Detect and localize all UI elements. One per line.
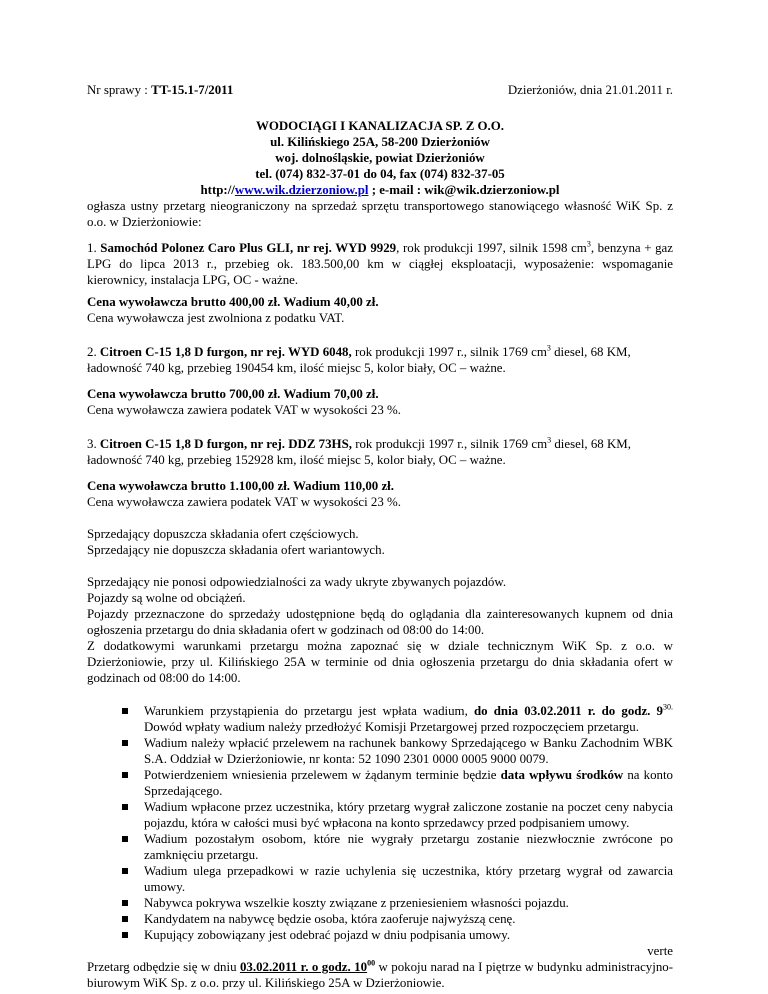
condition-item: Kandydatem na nabywcę będzie osoba, która zaoferuje najwyższą cenę. — [122, 911, 673, 927]
company-address: ul. Kilińskiego 25A, 58-200 Dzierżoniów — [270, 135, 490, 149]
website-link[interactable]: www.wik.dzierzoniow.pl — [234, 183, 369, 197]
condition-item: Potwierdzeniem wniesienia przelewem w żądanym terminie będzie data wpływu środków na konto Sprzedającego. — [122, 767, 673, 799]
company-header — [87, 118, 673, 198]
square-bullet-icon — [122, 740, 128, 746]
square-bullet-icon — [122, 708, 128, 714]
info-encumbrance: Pojazdy są wolne od obciążeń. — [87, 591, 246, 605]
vehicle-1-description: 1. Samochód Polonez Caro Plus GLI, nr rej. WYD 9929, rok produkcji 1997, silnik 1598 $cm^3$, benzyna + gaz LPG do lipca 2013 r., przebieg ok. 183.500,00 km w ciągłej eksploatacji, wyposażenie: wspomaganie kierownicy, instalacja LPG, OC - ważne. — [87, 239, 674, 287]
document-body — [87, 82, 673, 991]
condition-item: Wadium należy wpłacić przelewem na rachunek bankowy Sprzedającego w Banku Zachodnim WBK S.A. Oddział w Dzierżoniowie, nr konta: 52 1090 2301 0000 0005 9000 0079. — [122, 735, 673, 767]
offers-variant: Sprzedający nie dopuszcza składania ofert wariantowych. — [87, 543, 385, 557]
company-region: woj. dolnośląskie, powiat Dzierżoniów — [275, 151, 485, 165]
top-line — [87, 82, 673, 99]
info-liability: Sprzedający nie ponosi odpowiedzialności za wady ukryte zbywanych pojazdów. — [87, 575, 507, 589]
intro-text: ogłasza ustny przetarg nieograniczony na sprzedaż sprzętu transportowego stanowiącego własność WiK Sp. z o.o. w Dzierżoniowie: — [87, 199, 673, 229]
square-bullet-icon — [122, 868, 128, 874]
square-bullet-icon — [122, 836, 128, 842]
vehicle-3-description: 3. Citroen C-15 1,8 D furgon, nr rej. DDZ 73HS, rok produkcji 1997 r., silnik 1769 $cm^3$ diesel, 68 KM, ładowność 740 kg, przebieg 152928 km, ilość miejsc 5, kolor biały, OC – ważne. — [87, 435, 631, 467]
company-web: http://www.wik.dzierzoniow.pl ; e-mail : wik@wik.dzierzoniow.pl — [200, 183, 560, 197]
case-number: Nr sprawy : TT-15.1-7/2011 — [87, 83, 234, 97]
condition-item: Wadium wpłacone przez uczestnika, który przetarg wygrał zaliczone zostanie na poczet ceny nabycia pojazdu, która w całości musi być wpłacona na konto sprzedawcy przed podpisaniem umowy. — [122, 799, 673, 831]
square-bullet-icon — [122, 916, 128, 922]
square-bullet-icon — [122, 932, 128, 938]
condition-item: Wadium pozostałym osobom, które nie wygrały przetargu zostanie niezwłocznie zwrócone po zamknięciu przetargu. — [122, 831, 673, 863]
offers-partial: Sprzedający dopuszcza składania ofert częściowych. — [87, 527, 359, 541]
vehicle-2-vat: Cena wywoławcza zawiera podatek VAT w wysokości 23 %. — [87, 403, 401, 417]
square-bullet-icon — [122, 772, 128, 778]
square-bullet-icon — [122, 804, 128, 810]
info-conditions: Z dodatkowymi warunkami przetargu można zapoznać się w dziale technicznym WiK Sp. z o.o. w Dzierżoniowie, przy ul. Kilińskiego 25A w terminie od dnia ogłoszenia przetargu do dnia składania ofert w godzinach od 08:00 do 14:00. — [87, 639, 673, 685]
info-viewing: Pojazdy przeznaczone do sprzedaży udostępnione będą do oglądania dla zainteresowanych kupnem od dnia ogłoszenia przetargu do dnia składania ofert w godzinach od 08:00 do 14:00. — [87, 607, 673, 637]
document-date: Dzierżoniów, dnia 21.01.2011 r. — [507, 83, 673, 97]
company-name: WODOCIĄGI I KANALIZACJA SP. Z O.O. — [255, 119, 505, 133]
condition-item: Wadium ulega przepadkowi w razie uchylenia się uczestnika, który przetarg wygrał od zawarcia umowy. — [122, 863, 673, 895]
square-bullet-icon — [122, 900, 128, 906]
conditions-list — [87, 703, 673, 943]
condition-item: Kupujący zobowiązany jest odebrać pojazd w dniu podpisania umowy. — [122, 927, 673, 943]
company-phone: tel. (074) 832-37-01 do 04, fax (074) 832-37-05 — [255, 167, 505, 181]
vehicle-2-price: Cena wywoławcza brutto 700,00 zł. Wadium 70,00 zł. — [87, 387, 379, 401]
vehicle-2-description: 2. Citroen C-15 1,8 D furgon, nr rej. WYD 6048, rok produkcji 1997 r., silnik 1769 $cm^3$ diesel, 68 KM, ładowność 740 kg, przebieg 190454 km, ilość miejsc 5, kolor biały, OC – ważne. — [87, 343, 631, 375]
verte-note: verte — [647, 944, 673, 958]
vehicle-3-price: Cena wywoławcza brutto 1.100,00 zł. Wadium 110,00 zł. — [87, 479, 394, 493]
condition-item: Nabywca pokrywa wszelkie koszty związane z przeniesieniem własności pojazdu. — [122, 895, 673, 911]
vehicle-1-price: Cena wywoławcza brutto 400,00 zł. Wadium 40,00 zł. — [87, 295, 379, 309]
auction-date-text: Przetarg odbędzie się w dniu 03.02.2011 r. o godz. $10^{00}$ w pokoju narad na I piętrze w budynku administracyjno-biurowym WiK Sp. z o.o. przy ul. Kilińskiego 25A w Dzierżoniowie. — [87, 958, 673, 990]
vehicle-1-vat: Cena wywoławcza jest zwolniona z podatku VAT. — [87, 311, 345, 325]
vehicle-3-vat: Cena wywoławcza zawiera podatek VAT w wysokości 23 %. — [87, 495, 401, 509]
condition-item: Warunkiem przystąpienia do przetargu jest wpłata wadium, do dnia 03.02.2011 r. do godz. $9^{30.}$ Dowód wpłaty wadium należy przedłożyć Komisji Przetargowej przed rozpoczęciem przetargu. — [122, 703, 673, 735]
